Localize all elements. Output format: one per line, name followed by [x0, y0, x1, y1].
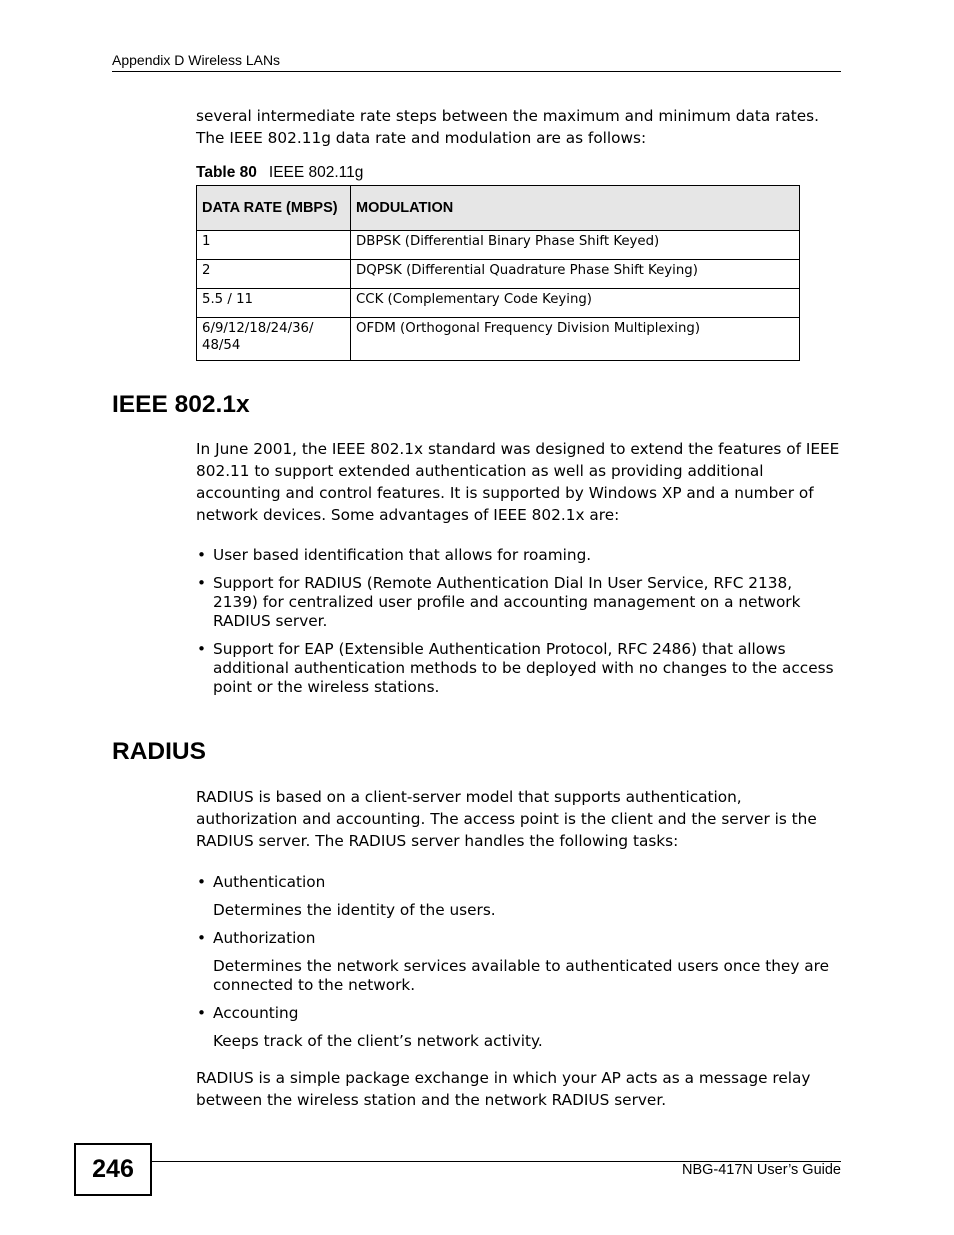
radius-task-1: [196, 873, 841, 892]
table-cell: DQPSK (Differential Quadrature Phase Shift Keying): [351, 260, 800, 289]
table-row: [197, 289, 800, 318]
radius-closing-paragraph: RADIUS is a simple package exchange in which your AP acts as a message relay between the wireless station and the network RADIUS server.: [196, 1069, 811, 1109]
header-rule: [112, 71, 841, 72]
radius-task-2: [196, 929, 841, 948]
guide-title: NBG-417N User’s Guide: [681, 1162, 841, 1178]
running-header: Appendix D Wireless LANs: [112, 52, 281, 68]
table-cell: OFDM (Orthogonal Frequency Division Multiplexing): [351, 318, 800, 361]
data-rate-table: [196, 185, 800, 361]
table-cell: 6/9/12/18/24/36/ 48/54: [197, 318, 351, 361]
section-title-radius: RADIUS: [112, 738, 206, 765]
table-cell: 2: [197, 260, 351, 289]
list-item: • Authentication: [196, 873, 841, 892]
table-caption: [196, 164, 363, 182]
table-header-data-rate: DATA RATE (MBPS): [197, 186, 351, 231]
table-header-row: [197, 186, 800, 231]
radius-paragraph: RADIUS is based on a client-server model that supports authentication, authorization and accounting. The access point is the client and the server is the RADIUS server. The RADIUS server handles the following tasks:: [196, 788, 817, 850]
table-row: [197, 231, 800, 260]
table-caption-label: Table 80: [196, 164, 257, 181]
list-item: • Accounting: [196, 1004, 841, 1023]
task-description: Determines the identity of the users.: [213, 901, 496, 919]
table-cell: DBPSK (Differential Binary Phase Shift Keyed): [351, 231, 800, 260]
table-caption-title: IEEE 802.11g: [268, 164, 364, 181]
section-title-ieee-8021x: IEEE 802.1x: [112, 391, 250, 418]
task-description: Keeps track of the client’s network activity.: [213, 1032, 543, 1050]
table-cell: 5.5 / 11: [197, 289, 351, 318]
table-row: [197, 318, 800, 361]
table-row: [197, 260, 800, 289]
table-header-modulation: MODULATION: [351, 186, 800, 231]
ieee-8021x-advantages-list: [196, 546, 841, 697]
intro-paragraph: several intermediate rate steps between the maximum and minimum data rates. The IEEE 802.11g data rate and modulation are as follows:: [196, 107, 819, 147]
list-item: • User based identification that allows for roaming.: [196, 546, 841, 565]
radius-task-3: [196, 1004, 841, 1023]
task-description: Determines the network services available to authenticated users once they are connected to the network.: [213, 957, 829, 994]
list-item: • Authorization: [196, 929, 841, 948]
table-cell: 1: [197, 231, 351, 260]
table-cell: CCK (Complementary Code Keying): [351, 289, 800, 318]
list-item: • Support for EAP (Extensible Authentication Protocol, RFC 2486) that allows additional authentication methods to be deployed with no changes to the access point or the wireless stations.: [196, 640, 841, 697]
ieee-8021x-paragraph: In June 2001, the IEEE 802.1x standard was designed to extend the features of IEEE 802.11 to support extended authentication as well as providing additional accounting and control features. It is supported by Windows XP and a number of network devices. Some advantages of IEEE 802.1x are:: [196, 440, 840, 524]
page-number: 246: [74, 1143, 152, 1196]
list-item: • Support for RADIUS (Remote Authentication Dial In User Service, RFC 2138, 2139) for centralized user profile and accounting management on a network RADIUS server.: [196, 574, 841, 631]
